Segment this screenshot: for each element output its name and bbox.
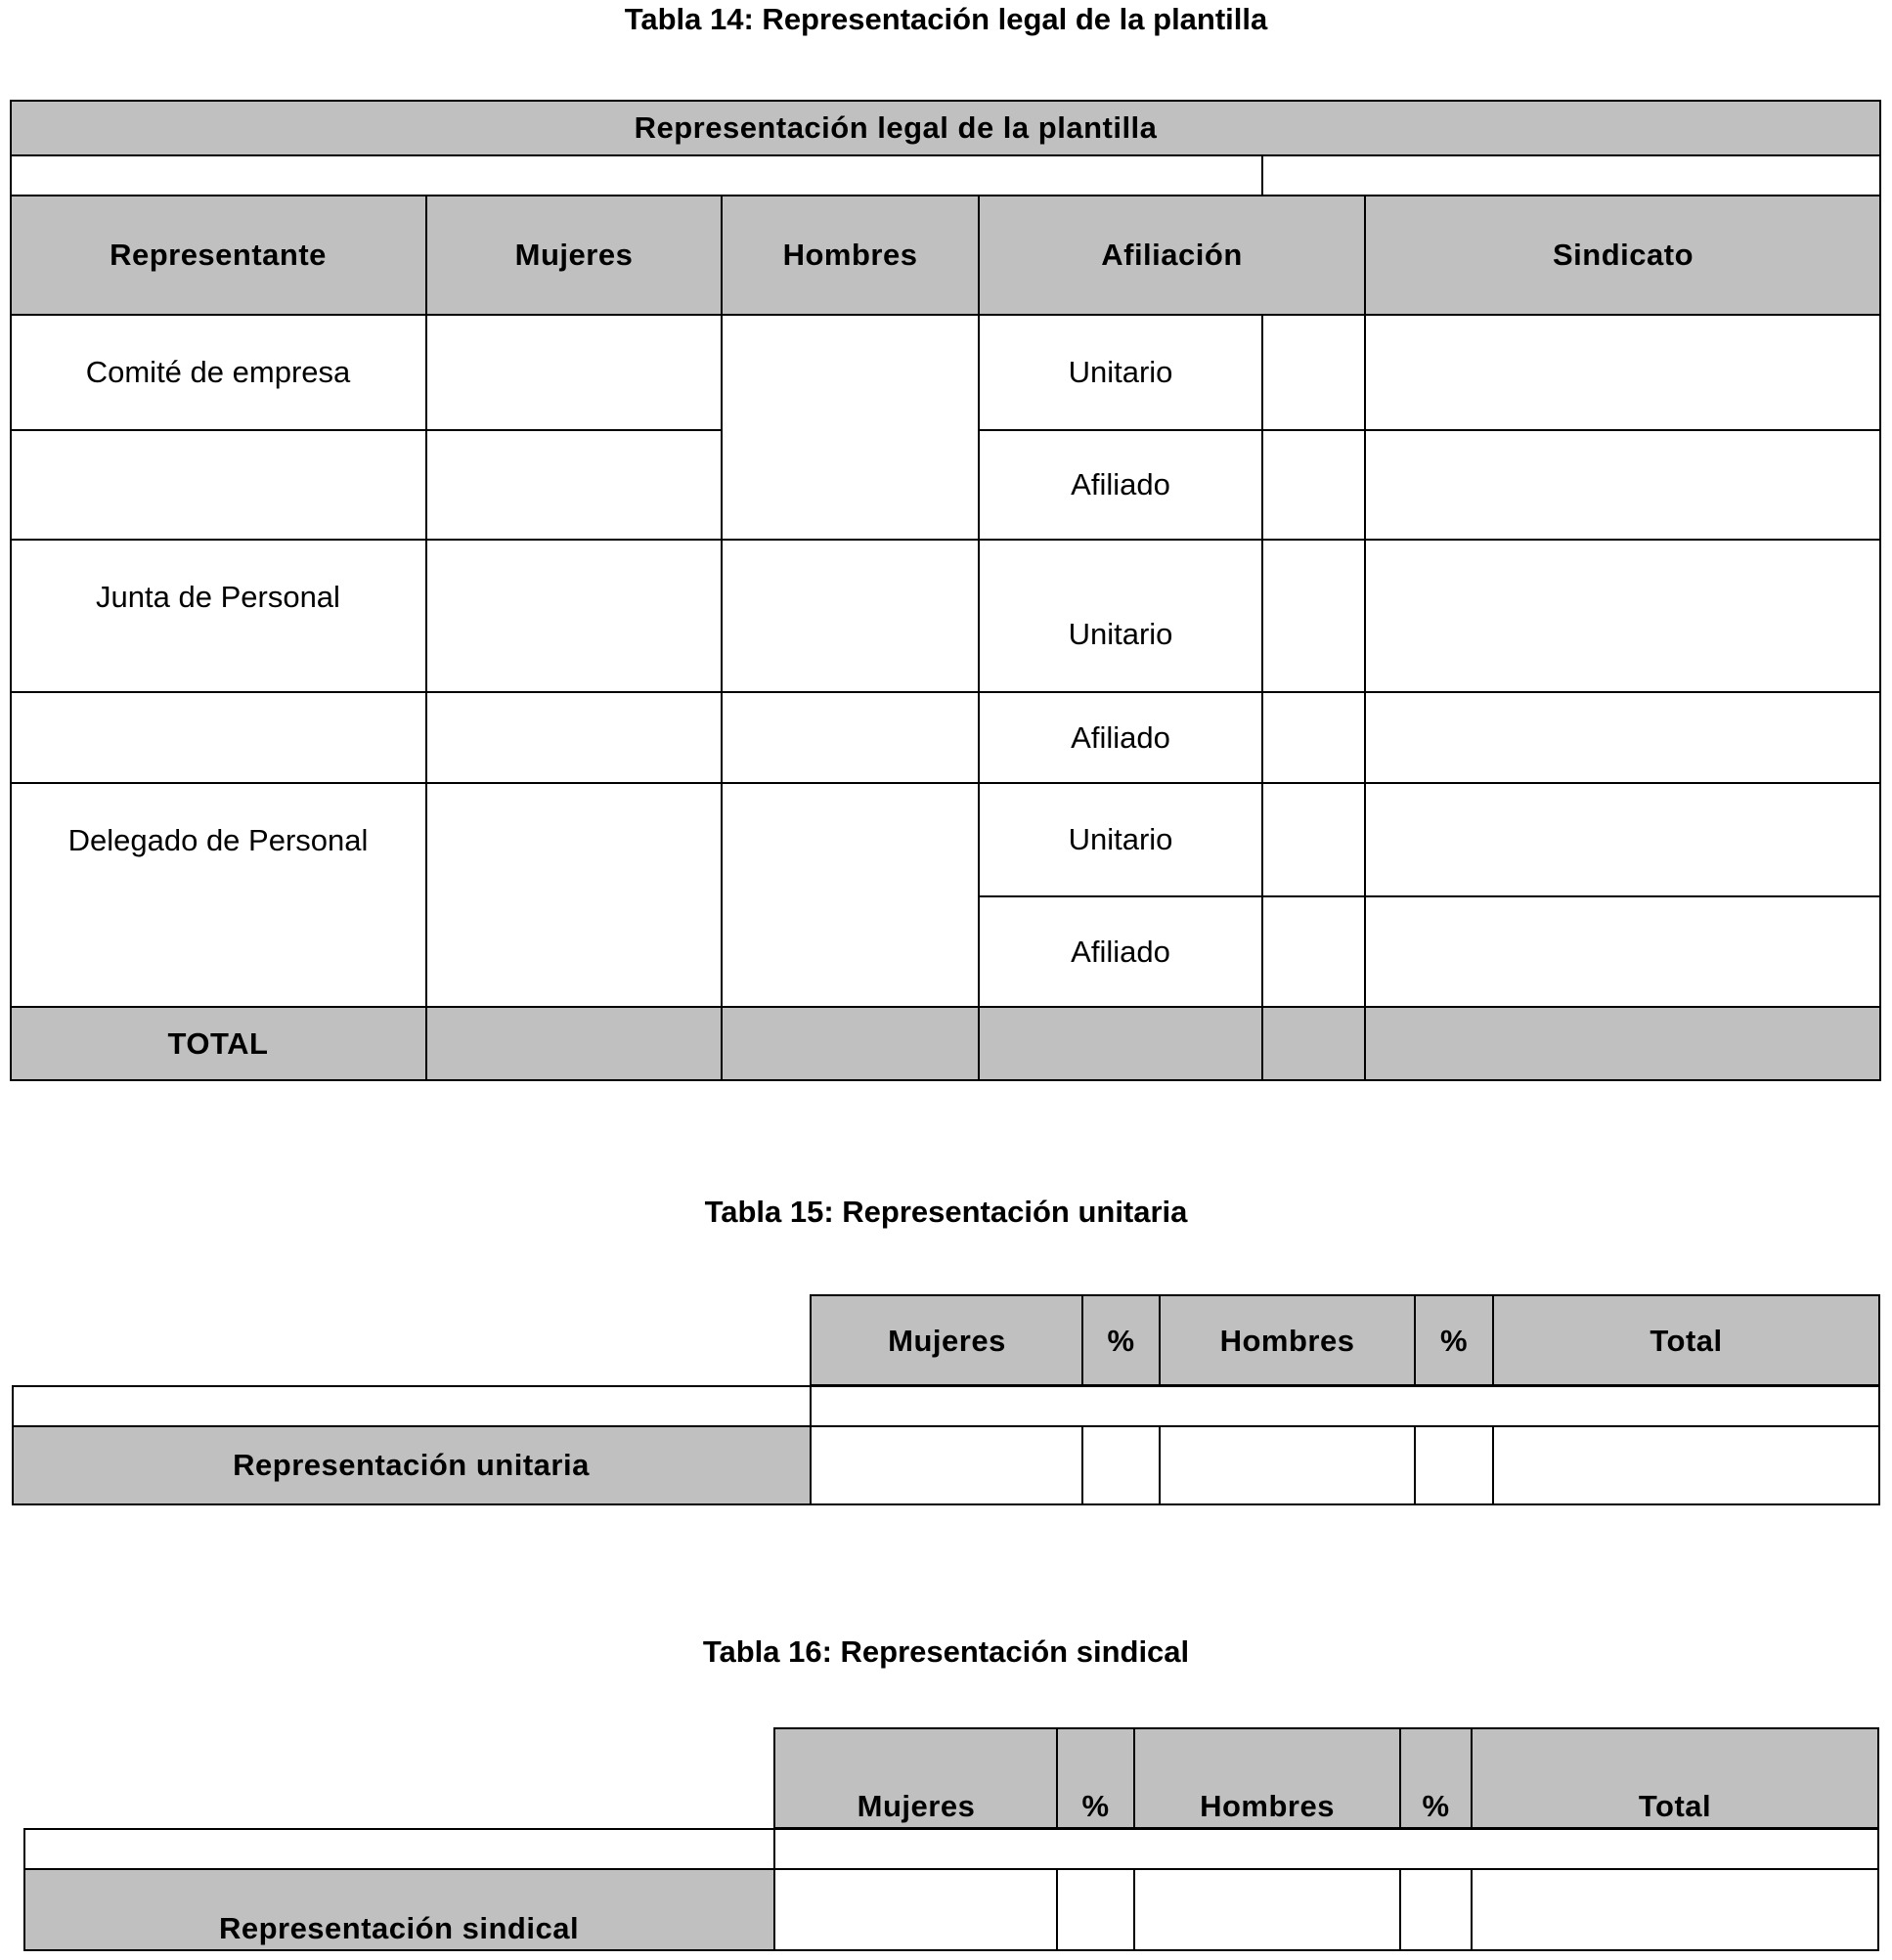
table14-caption: Tabla 14: Representación legal de la plantilla: [624, 2, 1268, 36]
table15-header-mujeres-pct: %: [1107, 1324, 1135, 1358]
table16-header-total: Total: [1638, 1789, 1712, 1823]
table14-afiliacion-unitario: Unitario: [1068, 355, 1173, 389]
table16-caption: Tabla 16: Representación sindical: [702, 1634, 1190, 1669]
table14-row-delegado-label: Delegado de Personal: [67, 823, 369, 857]
table14-header-hombres: Hombres: [782, 238, 918, 272]
table14-header-sindicato: Sindicato: [1552, 238, 1694, 272]
table16-header-hombres: Hombres: [1200, 1789, 1335, 1823]
table15-row-label: Representación unitaria: [233, 1448, 590, 1482]
table14-banner-title: Representación legal de la plantilla: [634, 109, 1158, 145]
table15-header-mujeres: Mujeres: [888, 1324, 1006, 1358]
table14-afiliacion-unitario: Unitario: [1068, 617, 1173, 651]
table14-header-afiliacion: Afiliación: [1101, 238, 1243, 272]
table14-afiliacion-afiliado: Afiliado: [1071, 467, 1170, 501]
table14-header-mujeres: Mujeres: [514, 238, 634, 272]
table15-header-total: Total: [1650, 1324, 1723, 1358]
table15-caption: Tabla 15: Representación unitaria: [704, 1195, 1188, 1229]
table14-total-label: TOTAL: [167, 1026, 269, 1061]
table16-header-mujeres-pct: %: [1081, 1789, 1110, 1823]
table16-header-mujeres: Mujeres: [857, 1789, 976, 1823]
table14-afiliacion-unitario: Unitario: [1068, 822, 1173, 856]
table14-row-junta-label: Junta de Personal: [96, 580, 340, 614]
table15-header-hombres-pct: %: [1439, 1324, 1469, 1358]
table14-afiliacion-afiliado: Afiliado: [1071, 934, 1170, 969]
table14-header-representante: Representante: [110, 238, 327, 272]
table15-header-hombres: Hombres: [1219, 1324, 1355, 1358]
table16-row-label: Representación sindical: [218, 1911, 580, 1945]
table14-afiliacion-afiliado: Afiliado: [1071, 719, 1170, 755]
table16-header-hombres-pct: %: [1422, 1789, 1450, 1823]
table14-row-comite-label: Comité de empresa: [85, 355, 351, 389]
